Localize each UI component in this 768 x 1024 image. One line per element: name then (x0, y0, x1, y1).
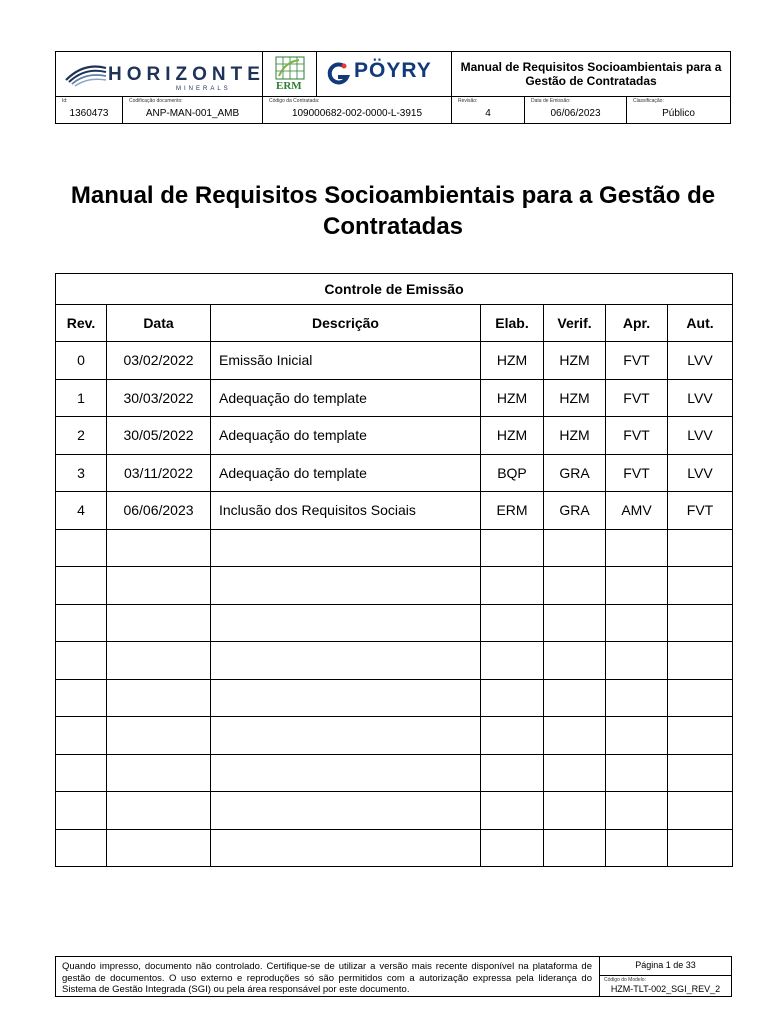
table-cell (107, 567, 211, 605)
table-cell: FVT (606, 417, 668, 455)
document-footer (55, 956, 732, 997)
table-cell: Inclusão dos Requisitos Sociais (211, 492, 481, 530)
meta-value: 1360473 (69, 108, 109, 119)
table-cell (107, 717, 211, 755)
table-cell: Adequação do template (211, 417, 481, 455)
table-cell (56, 567, 107, 605)
model-code-label: Código do Modelo: (604, 977, 646, 983)
table-cell: GRA (544, 454, 606, 492)
table-row (56, 792, 733, 830)
erm-globe-icon (275, 56, 305, 80)
table-row (56, 754, 733, 792)
table-cell: FVT (606, 379, 668, 417)
table-cell (211, 567, 481, 605)
table-cell (56, 679, 107, 717)
table-cell (481, 642, 544, 680)
table-cell (606, 679, 668, 717)
table-cell (211, 717, 481, 755)
table-cell: 30/05/2022 (107, 417, 211, 455)
table-cell: 03/02/2022 (107, 342, 211, 380)
table-cell (606, 567, 668, 605)
meta-revision (452, 96, 525, 124)
table-cell (481, 529, 544, 567)
column-header-aut: Aut. (668, 305, 733, 342)
table-cell (544, 717, 606, 755)
erm-label: ERM (276, 80, 302, 92)
table-cell: HZM (544, 379, 606, 417)
table-cell: 06/06/2023 (107, 492, 211, 530)
meta-value: Público (662, 108, 695, 119)
column-header-elab: Elab. (481, 305, 544, 342)
table-cell (544, 754, 606, 792)
table-cell (481, 567, 544, 605)
table-cell (211, 754, 481, 792)
table-cell (211, 792, 481, 830)
table-cell (606, 717, 668, 755)
table-row (56, 679, 733, 717)
table-cell (668, 642, 733, 680)
table-cell: FVT (606, 342, 668, 380)
table-cell (606, 604, 668, 642)
footer-disclaimer: Quando impresso, documento não controlado. Certifique-se de utilizar a versão mais recente disponível na plataforma de gestão de documentos. O uso externo e reproduções só são permitidos com a autorização expressa pela liderança do Sistema de Gestão Integrada (SGI) ou pela área responsável por este documento. (62, 961, 592, 995)
table-cell (481, 754, 544, 792)
meta-value: ANP-MAN-001_AMB (145, 108, 240, 119)
emission-control-table (55, 273, 733, 867)
meta-classification (627, 96, 730, 124)
table-row (56, 567, 733, 605)
meta-label: Codificação documento: (129, 98, 183, 104)
horizonte-wordmark: HORIZONTE (108, 64, 265, 85)
table-row (56, 604, 733, 642)
table-cell: ERM (481, 492, 544, 530)
table-cell: Emissão Inicial (211, 342, 481, 380)
table-cell: GRA (544, 492, 606, 530)
table-cell: LVV (668, 454, 733, 492)
column-header-apr: Apr. (606, 305, 668, 342)
table-cell (544, 829, 606, 867)
column-header-date: Data (107, 305, 211, 342)
column-header-description: Descrição (211, 305, 481, 342)
table-cell (56, 604, 107, 642)
table-cell (107, 754, 211, 792)
meta-value: 06/06/2023 (550, 108, 601, 119)
table-cell: 0 (56, 342, 107, 380)
model-code-value: HZM-TLT-002_SGI_REV_2 (610, 984, 721, 994)
table-cell: 3 (56, 454, 107, 492)
header-logo-row (56, 52, 730, 97)
header-meta-row (56, 96, 730, 124)
table-cell (481, 792, 544, 830)
table-cell: LVV (668, 342, 733, 380)
horizonte-swoosh-icon (64, 60, 108, 88)
table-cell (544, 567, 606, 605)
table-cell: HZM (544, 417, 606, 455)
table-cell: Adequação do template (211, 454, 481, 492)
table-cell (107, 604, 211, 642)
table-cell (107, 642, 211, 680)
table-body (56, 342, 733, 867)
table-row (56, 492, 733, 530)
table-cell (606, 529, 668, 567)
table-cell: 1 (56, 379, 107, 417)
table-cell (606, 829, 668, 867)
page-number: Página 1 de 33 (600, 957, 731, 976)
table-cell (606, 642, 668, 680)
horizonte-logo (56, 52, 263, 96)
table-cell: HZM (481, 379, 544, 417)
table-cell: FVT (668, 492, 733, 530)
column-header-verif: Verif. (544, 305, 606, 342)
meta-issue-date (525, 96, 627, 124)
table-cell (481, 679, 544, 717)
table-cell (211, 679, 481, 717)
table-cell: HZM (544, 342, 606, 380)
poyry-logo (317, 52, 452, 96)
page-title: Manual de Requisitos Socioambientais para a Gestão de Contratadas (70, 182, 716, 240)
table-cell (56, 717, 107, 755)
table-cell (481, 604, 544, 642)
meta-label: Revisão: (458, 98, 478, 104)
table-cell (211, 642, 481, 680)
table-cell (56, 792, 107, 830)
table-row (56, 417, 733, 455)
table-cell (668, 717, 733, 755)
poyry-wordmark: PÖYRY (354, 59, 432, 82)
table-cell (544, 604, 606, 642)
table-row (56, 829, 733, 867)
table-cell (668, 529, 733, 567)
meta-id (56, 96, 123, 124)
table-header-row (56, 305, 733, 342)
table-cell (107, 829, 211, 867)
table-cell: 2 (56, 417, 107, 455)
poyry-mark-icon (325, 61, 351, 87)
meta-doc-code (123, 96, 263, 124)
header-title: Manual de Requisitos Socioambientais para a Gestão de Contratadas (460, 60, 722, 88)
erm-logo (263, 52, 317, 96)
column-header-rev: Rev. (56, 305, 107, 342)
table-cell (544, 679, 606, 717)
table-cell (606, 792, 668, 830)
table-row (56, 454, 733, 492)
table-cell: HZM (481, 417, 544, 455)
table-cell (544, 529, 606, 567)
table-cell (668, 604, 733, 642)
table-cell: AMV (606, 492, 668, 530)
table-cell (211, 829, 481, 867)
table-cell: Adequação do template (211, 379, 481, 417)
table-cell: LVV (668, 417, 733, 455)
table-cell (56, 754, 107, 792)
horizonte-subtitle: MINERALS (176, 86, 231, 92)
table-cell (56, 829, 107, 867)
table-cell (107, 792, 211, 830)
meta-label: Classificação: (633, 98, 664, 104)
table-cell (668, 754, 733, 792)
table-row (56, 642, 733, 680)
table-cell (544, 792, 606, 830)
table-cell (107, 679, 211, 717)
table-row (56, 529, 733, 567)
table-cell: 30/03/2022 (107, 379, 211, 417)
table-cell: HZM (481, 342, 544, 380)
meta-value: 4 (485, 108, 491, 119)
table-cell (107, 529, 211, 567)
footer-page-info (599, 957, 731, 996)
table-cell (481, 717, 544, 755)
table-cell (668, 792, 733, 830)
table-caption: Controle de Emissão (56, 274, 733, 305)
table-cell (606, 754, 668, 792)
table-cell: FVT (606, 454, 668, 492)
table-cell: 4 (56, 492, 107, 530)
table-cell (211, 529, 481, 567)
table-cell (544, 642, 606, 680)
meta-label: Código da Contratada: (269, 98, 320, 104)
table-row (56, 342, 733, 380)
table-cell (668, 679, 733, 717)
meta-value: 109000682-002-0000-L-3915 (291, 108, 423, 119)
meta-label: Data de Emissão: (531, 98, 571, 104)
table-cell (56, 642, 107, 680)
table-cell (211, 604, 481, 642)
meta-label: Id: (62, 98, 68, 104)
table-cell: LVV (668, 379, 733, 417)
table-cell: BQP (481, 454, 544, 492)
table-cell (481, 829, 544, 867)
document-header (55, 51, 731, 124)
table-cell (668, 567, 733, 605)
table-row (56, 379, 733, 417)
table-cell (668, 829, 733, 867)
table-cell (56, 529, 107, 567)
meta-contractor-code (263, 96, 452, 124)
table-cell: 03/11/2022 (107, 454, 211, 492)
table-row (56, 717, 733, 755)
